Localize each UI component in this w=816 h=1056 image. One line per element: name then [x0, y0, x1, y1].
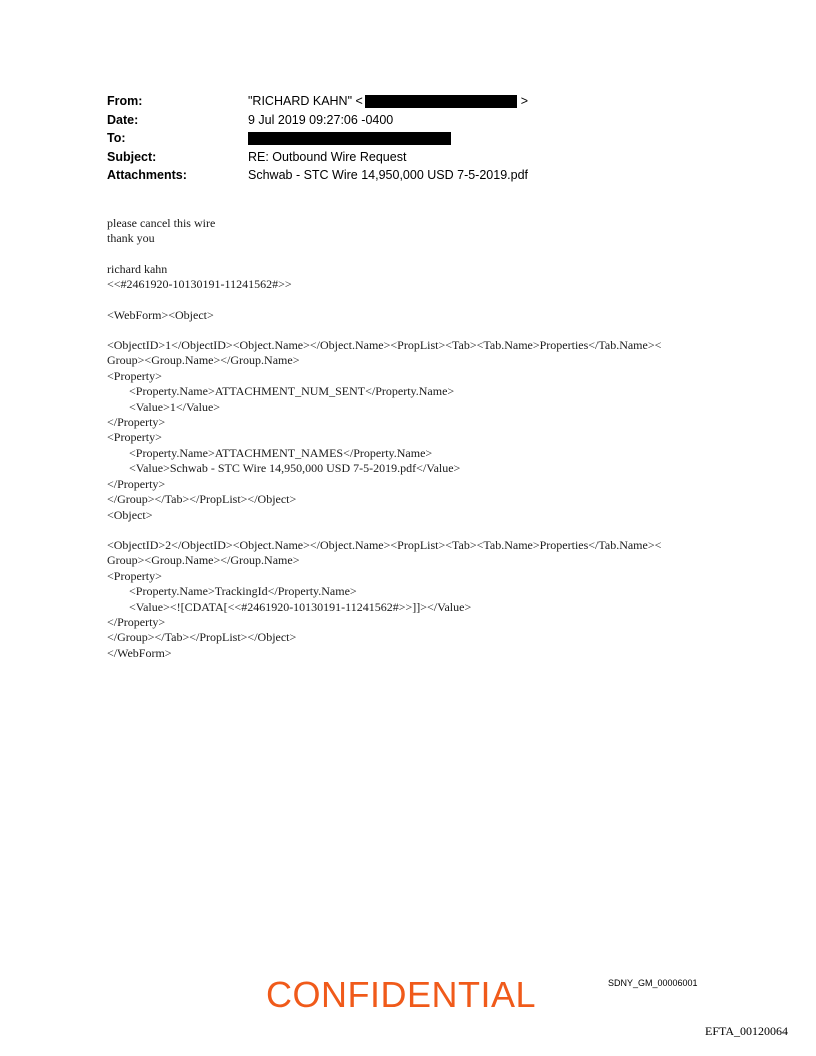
subject-value: RE: Outbound Wire Request: [248, 149, 407, 164]
to-row: [107, 129, 528, 148]
attachments-row: [107, 166, 528, 185]
body-line: Group><Group.Name></Group.Name>: [107, 553, 300, 568]
body-line: </WebForm>: [107, 645, 172, 660]
date-value: 9 Jul 2019 09:27:06 -0400: [248, 112, 394, 127]
from-row: [107, 92, 528, 111]
body-blank-line: [107, 523, 727, 538]
to-value: [248, 132, 451, 145]
body-line: </Group></Tab></PropList></Object>: [107, 492, 297, 507]
date-row: [107, 111, 528, 130]
from-name: "RICHARD KAHN" <: [248, 94, 363, 109]
body-line: thank you: [107, 231, 155, 246]
body-line: </Property>: [107, 415, 166, 430]
subject-row: [107, 148, 528, 167]
body-line: <Property>: [107, 568, 162, 583]
attachments-label: Attachments:: [107, 168, 187, 183]
email-body: [107, 216, 727, 661]
body-line: <ObjectID>1</ObjectID><Object.Name></Object.Name><PropList><Tab><Tab.Name>Properties</Tab.Name><: [107, 338, 662, 353]
date-label: Date:: [107, 112, 139, 127]
to-redaction: [248, 132, 451, 145]
to-label: To:: [107, 131, 126, 146]
body-line: <Property.Name>TrackingId</Property.Name>: [129, 584, 357, 599]
efta-number: EFTA_00120064: [705, 1024, 789, 1038]
body-line: please cancel this wire: [107, 216, 216, 230]
body-line: <Value>Schwab - STC Wire 14,950,000 USD 7-5-2019.pdf</Value>: [129, 461, 461, 476]
body-line: </Property>: [107, 614, 166, 629]
body-line: Group><Group.Name></Group.Name>: [107, 353, 300, 368]
body-line: <Property>: [107, 430, 162, 445]
body-line: <Property.Name>ATTACHMENT_NUM_SENT</Property.Name>: [129, 384, 455, 399]
body-line: <WebForm><Object>: [107, 307, 214, 322]
body-line: <Value>1</Value>: [129, 399, 221, 414]
email-header: [107, 92, 528, 185]
attachments-value: Schwab - STC Wire 14,950,000 USD 7-5-2019.pdf: [248, 168, 528, 183]
body-line: <<#2461920-10130191-11241562#>>: [107, 277, 292, 292]
body-line: <Property.Name>ATTACHMENT_NAMES</Property.Name>: [129, 445, 433, 460]
body-line: richard kahn: [107, 261, 168, 276]
body-blank-line: [107, 293, 727, 308]
body-line: </Property>: [107, 476, 166, 491]
body-blank-line: [107, 323, 727, 338]
bates-number: SDNY_GM_00006001: [608, 978, 698, 988]
body-line: <Object>: [107, 507, 153, 522]
body-blank-line: [107, 247, 727, 262]
body-line: </Group></Tab></PropList></Object>: [107, 630, 297, 645]
from-email-redaction: [365, 95, 517, 108]
subject-label: Subject:: [107, 149, 157, 164]
from-value: [248, 94, 528, 108]
body-line: <ObjectID>2</ObjectID><Object.Name></Object.Name><PropList><Tab><Tab.Name>Properties</Tab.Name><: [107, 537, 662, 552]
body-line: <Value><![CDATA[<<#2461920-10130191-11241562#>>]]></Value>: [129, 599, 472, 614]
from-close-bracket: >: [520, 94, 529, 109]
body-line: <Property>: [107, 368, 162, 383]
from-label: From:: [107, 94, 143, 109]
confidential-stamp: CONFIDENTIAL: [266, 974, 537, 1015]
